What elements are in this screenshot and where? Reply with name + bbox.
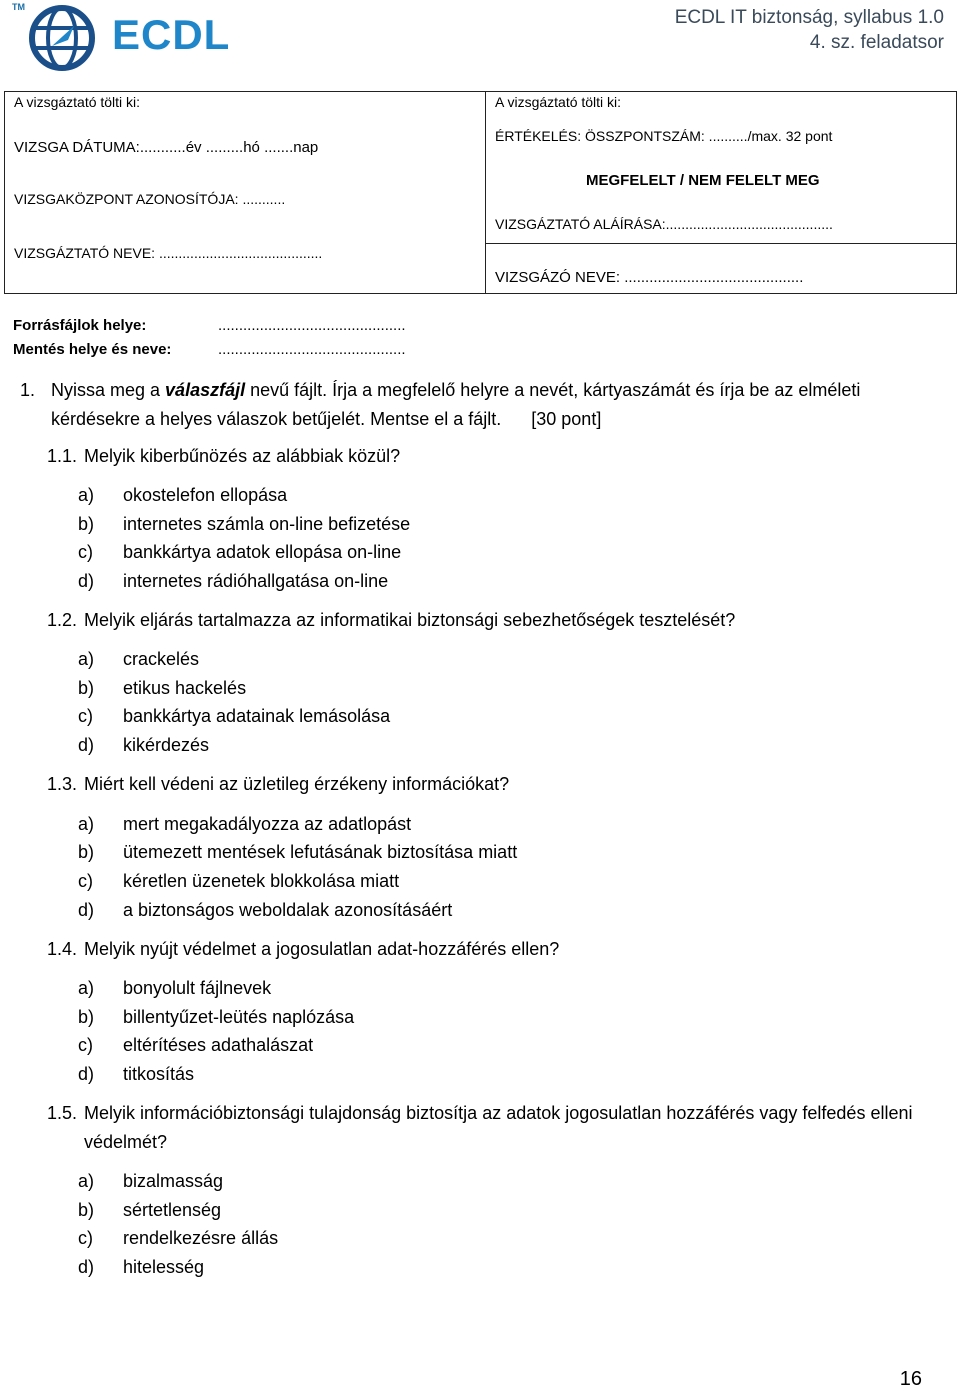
option-text: internetes rádióhallgatása on-line — [123, 571, 389, 591]
task-text — [51, 376, 951, 434]
option-letter: b) — [78, 1200, 95, 1220]
option-text: rendelkezésre állás — [123, 1228, 279, 1248]
ecdl-logo — [12, 2, 232, 72]
option-text: kikérdezés — [123, 735, 210, 755]
left-info-cell — [5, 92, 486, 294]
option-text: bizalmasság — [123, 1171, 224, 1191]
option-letter: a) — [78, 1171, 95, 1191]
option-letter: c) — [78, 706, 93, 726]
option-text: sértetlenség — [123, 1200, 222, 1220]
option-text: billentyűzet-leütés naplózása — [123, 1007, 355, 1027]
task-number: 1. — [20, 380, 36, 400]
option-letter: a) — [78, 649, 95, 669]
question-text: Melyik nyújt védelmet a jogosulatlan adat-hozzáférés ellen? — [84, 939, 560, 959]
save-location-value[interactable]: ............................................. — [218, 341, 406, 358]
option-letter: d) — [78, 900, 95, 920]
candidate-name-field[interactable]: VIZSGÁZÓ NEVE: ........................................... — [495, 269, 804, 286]
option-text: bankkártya adatok ellopása on-line — [123, 542, 402, 562]
page-number: 16 — [899, 1368, 922, 1390]
right-caption: A vizsgáztató tölti ki: — [495, 94, 622, 110]
option-letter: d) — [78, 1257, 95, 1277]
option-text: etikus hackelés — [123, 678, 247, 698]
option-letter: b) — [78, 842, 95, 862]
question-text: Melyik kiberbűnözés az alábbiak közül? — [84, 446, 401, 466]
option-text: titkosítás — [123, 1064, 195, 1084]
title-line-1: ECDL IT biztonság, syllabus 1.0 — [674, 7, 944, 28]
option-letter: d) — [78, 571, 95, 591]
examiner-name-field[interactable]: VIZSGÁZTATÓ NEVE: .......................................... — [14, 245, 323, 261]
option-letter: c) — [78, 1228, 93, 1248]
option-text: internetes számla on-line befizetése — [123, 514, 411, 534]
option-letter: b) — [78, 514, 95, 534]
result-field[interactable]: MEGFELELT / NEM FELELT MEG — [586, 172, 820, 189]
question-number: 1.4. — [47, 939, 78, 959]
option-letter: a) — [78, 485, 95, 505]
question-number: 1.3. — [47, 774, 78, 794]
task-points: [30 pont] — [531, 409, 602, 429]
signature-field[interactable]: VIZSGÁZTATÓ ALÁÍRÁSA:........................................... — [495, 216, 833, 232]
option-text: okostelefon ellopása — [123, 485, 288, 505]
page-header — [0, 0, 960, 70]
question-number: 1.5. — [47, 1103, 78, 1123]
logo-text: ECDL — [112, 11, 231, 58]
save-location-row — [13, 341, 406, 358]
task-text-start: Nyissa meg a — [51, 380, 166, 400]
option-letter: b) — [78, 678, 95, 698]
source-location-value[interactable]: ............................................. — [218, 317, 406, 334]
option-text: a biztonságos weboldalak azonosításáért — [123, 900, 453, 920]
option-text: bankkártya adatainak lemásolása — [123, 706, 391, 726]
exam-center-id-field[interactable]: VIZSGAKÖZPONT AZONOSÍTÓJA: ........... — [14, 191, 286, 207]
source-location-row — [13, 317, 406, 334]
cell-divider — [486, 243, 956, 244]
exam-date-field[interactable]: VIZSGA DÁTUMA:...........év .........hó .......nap — [14, 139, 319, 156]
question-text: Melyik eljárás tartalmazza az informatikai biztonsági sebezhetőségek tesztelését? — [84, 610, 736, 630]
option-text: crackelés — [123, 649, 200, 669]
trademark-mark: TM — [12, 2, 25, 12]
option-letter: c) — [78, 1035, 93, 1055]
ecdl-globe-icon — [22, 2, 102, 72]
option-text: ütemezett mentések lefutásának biztosítása miatt — [123, 842, 518, 862]
question-text: Miért kell védeni az üzletileg érzékeny információkat? — [84, 774, 510, 794]
left-caption: A vizsgáztató tölti ki: — [14, 94, 141, 110]
task-text-end: nevű fájlt. Írja a megfelelő helyre a nevét, kártyaszámát és írja be az elméleti kérdésekre a helyes válaszok betűjelét. Mentse el a fájlt. — [51, 380, 861, 429]
option-letter: b) — [78, 1007, 95, 1027]
option-text: eltérítéses adathalászat — [123, 1035, 314, 1055]
option-letter: c) — [78, 542, 93, 562]
option-letter: d) — [78, 735, 95, 755]
document-title — [675, 5, 944, 55]
option-text: kéretlen üzenetek blokkolása miatt — [123, 871, 400, 891]
exam-info-table — [4, 91, 957, 294]
question-number: 1.2. — [47, 610, 78, 630]
option-text: mert megakadályozza az adatlopást — [123, 814, 412, 834]
question-text: Melyik információbiztonsági tulajdonság biztosítja az adatok jogosulatlan hozzáférés vagy felfedés elleni védelmét? — [84, 1103, 913, 1152]
option-letter: d) — [78, 1064, 95, 1084]
option-letter: c) — [78, 871, 93, 891]
save-location-label: Mentés helye és neve: — [13, 341, 172, 358]
option-letter: a) — [78, 814, 95, 834]
source-location-label: Forrásfájlok helye: — [13, 317, 147, 334]
option-letter: a) — [78, 978, 95, 998]
task-filename: válaszfájl — [165, 380, 246, 400]
question-number: 1.1. — [47, 446, 78, 466]
right-info-cell — [486, 92, 957, 294]
option-text: bonyolult fájlnevek — [123, 978, 272, 998]
option-text: hitelesség — [123, 1257, 205, 1277]
score-field[interactable]: ÉRTÉKELÉS: ÖSSZPONTSZÁM: ........../max. 32 pont — [495, 128, 833, 144]
title-line-2: 4. sz. feladatsor — [809, 32, 944, 53]
